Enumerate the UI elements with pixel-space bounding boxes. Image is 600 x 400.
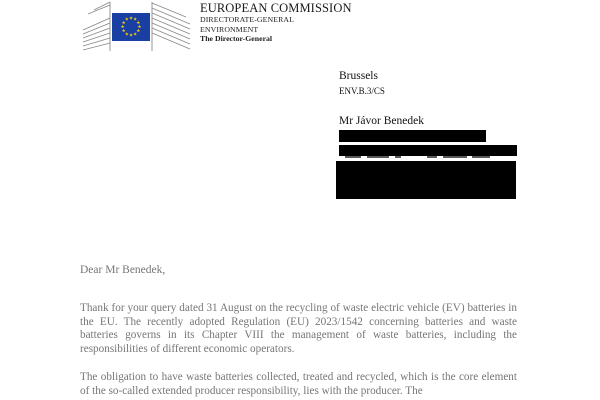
svg-text:★: ★ — [133, 17, 138, 23]
svg-text:★: ★ — [121, 29, 126, 35]
department-label: ENVIRONMENT — [200, 24, 259, 34]
svg-text:★: ★ — [124, 17, 129, 23]
svg-text:★: ★ — [121, 20, 126, 26]
sender-role: The Director-General — [200, 34, 273, 43]
body-paragraph-2: The obligation to have waste batteries collected, treated and recycled, which is the core element of the so-called extended producer responsibility, lies with the producer. The — [80, 371, 517, 397]
european-commission-logo — [80, 0, 192, 52]
svg-text:★: ★ — [136, 20, 141, 26]
redaction-block — [336, 161, 516, 199]
svg-text:★: ★ — [128, 33, 134, 39]
svg-text:★: ★ — [136, 29, 141, 35]
organisation-name: EUROPEAN COMMISSION — [200, 1, 352, 15]
svg-text:★: ★ — [120, 25, 125, 30]
directorate-general-label: DIRECTORATE-GENERAL — [200, 15, 295, 24]
svg-text:★: ★ — [124, 32, 129, 38]
reference-code: ENV.B.3/CS — [339, 86, 385, 96]
redaction-bar — [339, 130, 486, 142]
partially-redacted-line — [341, 153, 513, 161]
body-paragraph-1: Thank for your query dated 31 August on the recycling of waste electric vehicle (EV) batteries in the EU. The recently adopted Regulation (EU) 2023/1542 concerning batteries and waste batteries governs in its Chapter VIII the management of waste batteries, including the responsibilities of different economic operators. — [80, 302, 517, 355]
salutation: Dear Mr Benedek, — [80, 264, 166, 276]
addressee-name: Mr Jávor Benedek — [339, 115, 424, 127]
svg-text:★: ★ — [133, 32, 138, 38]
place-of-writing: Brussels — [339, 70, 378, 82]
svg-text:★: ★ — [137, 25, 142, 30]
svg-text:★: ★ — [128, 16, 134, 22]
